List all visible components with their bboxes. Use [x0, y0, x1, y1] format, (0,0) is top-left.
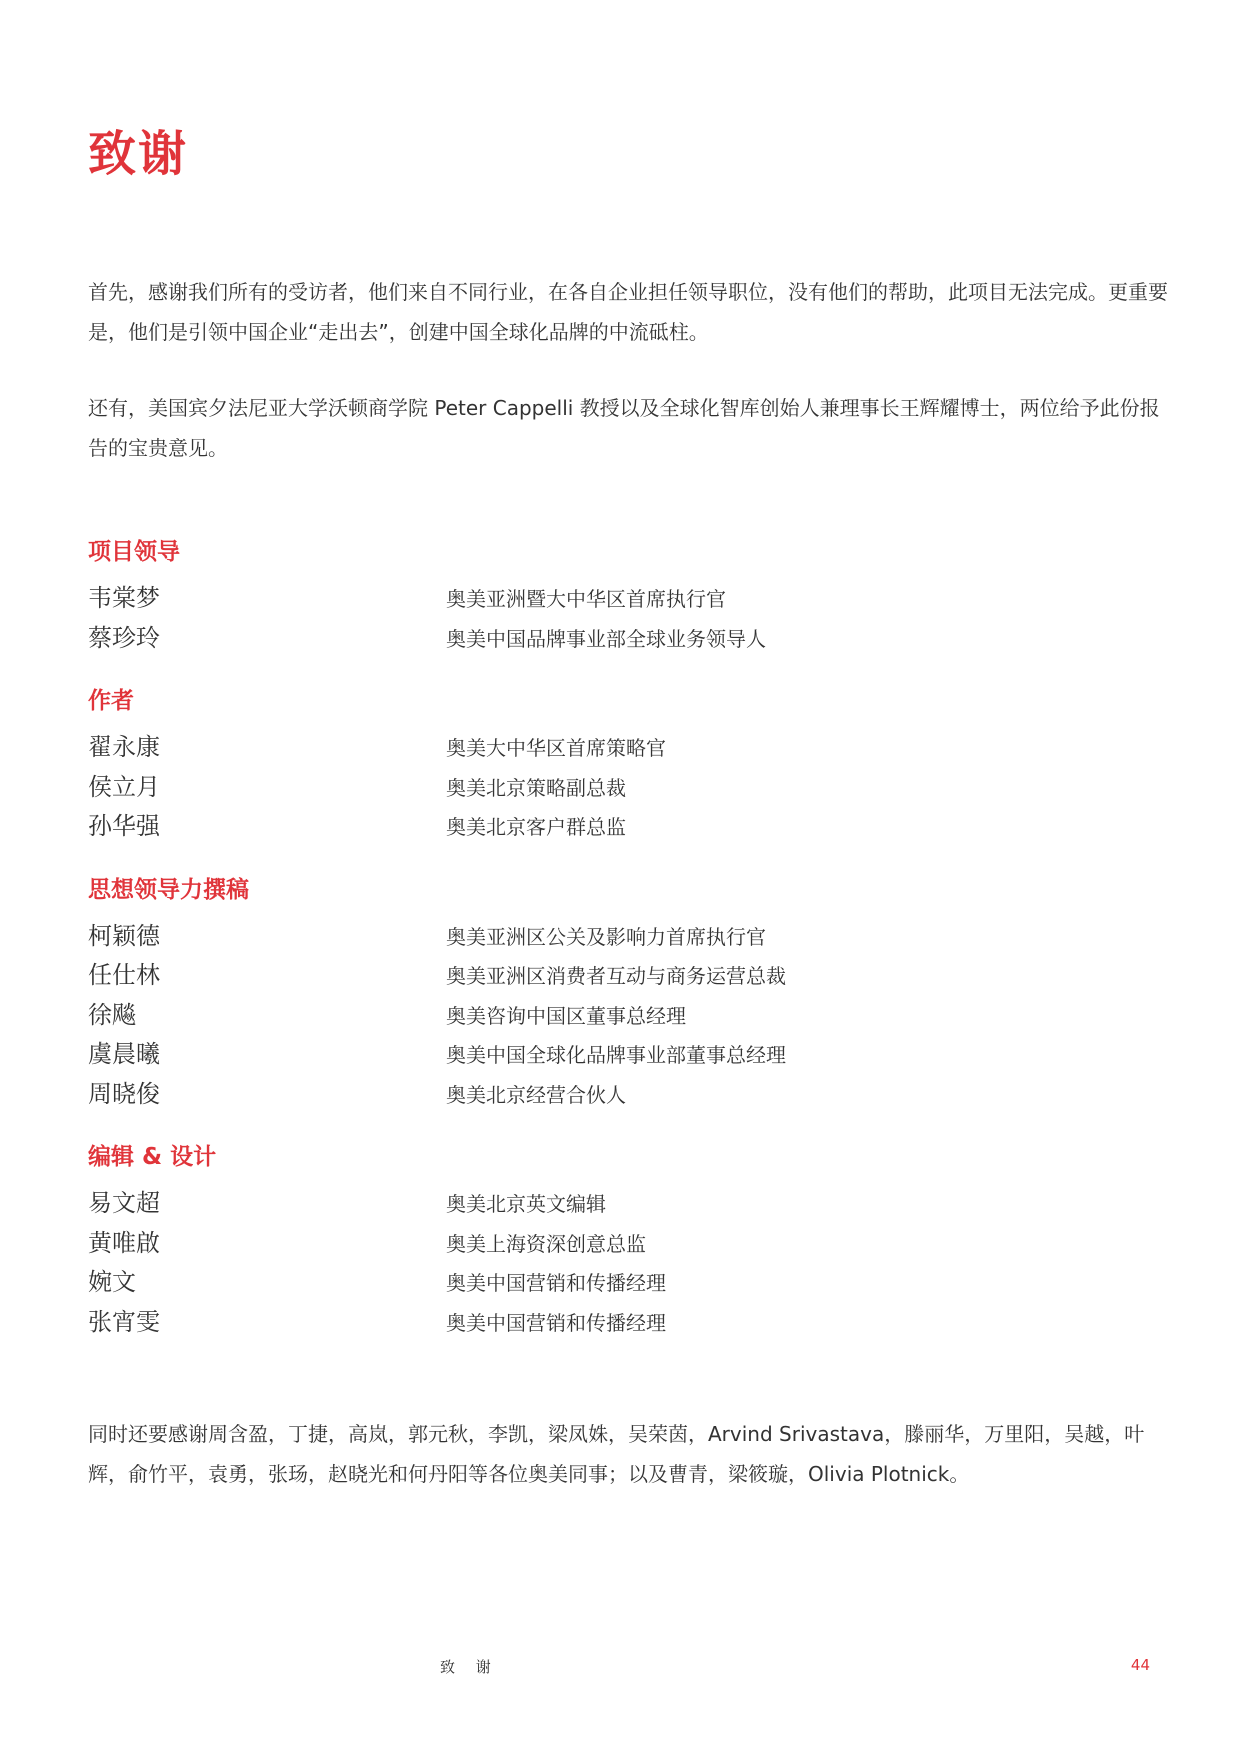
person-title: 奥美中国品牌事业部全球业务领导人 [446, 626, 766, 651]
person-name: 徐飚 [88, 1000, 136, 1029]
person-title: 奥美大中华区首席策略官 [446, 736, 666, 760]
person-row [88, 1224, 1168, 1264]
person-title: 奥美亚洲区消费者互动与商务运营总裁 [446, 964, 786, 988]
person-name: 孙华强 [88, 812, 160, 840]
person-name: 柯颖德 [88, 921, 160, 950]
person-row [88, 807, 1168, 847]
intro-paragraph-1: 首先，感谢我们所有的受访者，他们来自不同行业，在各自企业担任领导职位，没有他们的帮助，此项目无法完成。更重要是，他们是引领中国企业“走出去”，创建中国全球化品牌的中流砥柱。 [88, 280, 1168, 344]
person-name: 韦棠梦 [88, 584, 160, 612]
person-row [88, 917, 1168, 957]
person-title: 奥美北京客户群总监 [446, 815, 626, 839]
person-name: 蔡珍玲 [88, 623, 160, 652]
person-name: 翟永康 [88, 733, 160, 761]
person-row [88, 1035, 1168, 1075]
person-row [88, 956, 1168, 996]
person-title: 奥美咨询中国区董事总经理 [446, 1003, 686, 1028]
person-row [88, 1075, 1168, 1115]
person-name: 虞晨曦 [88, 1040, 160, 1068]
person-row [88, 1263, 1168, 1303]
section-thought-leadership [88, 873, 1168, 1115]
section-heading: 作者 [88, 688, 134, 714]
person-title: 奥美亚洲暨大中华区首席执行官 [446, 587, 726, 611]
person-row [88, 579, 1168, 619]
person-row [88, 1184, 1168, 1224]
person-title: 奥美中国营销和传播经理 [446, 1271, 666, 1295]
person-name: 黄唯啟 [88, 1228, 160, 1257]
person-title: 奥美上海资深创意总监 [446, 1231, 646, 1256]
page-number: 44 [1130, 1656, 1150, 1674]
thanks-paragraph: 同时还要感谢周含盈，丁捷，高岚，郭元秋，李凯，梁凤姝，吴荣茵，Arvind Srivastava，滕丽华，万里阳，吴越，叶辉，俞竹平，袁勇，张玚，赵晓光和何丹阳等各位奥美同事；以及曹青，梁筱璇，Olivia Plotnick。 [88, 1422, 1145, 1486]
intro-paragraph-2: 还有，美国宾夕法尼亚大学沃顿商学院 Peter Cappelli 教授以及全球化智库创始人兼理事长王辉耀博士，两位给予此份报告的宝贵意见。 [88, 396, 1160, 460]
person-name: 张宵雯 [88, 1307, 160, 1336]
person-title: 奥美中国营销和传播经理 [446, 1310, 666, 1335]
person-title: 奥美北京策略副总裁 [446, 775, 626, 800]
person-row [88, 1303, 1168, 1343]
section-authors [88, 684, 1168, 847]
person-title: 奥美北京经营合伙人 [446, 1082, 626, 1107]
person-title: 奥美亚洲区公关及影响力首席执行官 [446, 924, 766, 949]
person-name: 婉文 [88, 1268, 136, 1296]
section-project-leaders [88, 535, 1168, 658]
person-name: 周晓俊 [88, 1079, 160, 1108]
section-editing-design [88, 1140, 1168, 1342]
section-heading: 项目领导 [88, 539, 180, 565]
person-name: 任仕林 [88, 961, 160, 989]
person-title: 奥美中国全球化品牌事业部董事总经理 [446, 1043, 786, 1067]
person-name: 侯立月 [88, 772, 160, 801]
person-title: 奥美北京英文编辑 [446, 1192, 606, 1216]
person-row [88, 619, 1168, 659]
credits-list [88, 535, 1168, 1342]
person-row [88, 996, 1168, 1036]
person-name: 易文超 [88, 1189, 160, 1217]
person-row [88, 728, 1168, 768]
section-heading: 编辑 & 设计 [88, 1144, 217, 1170]
section-heading: 思想领导力撰稿 [88, 876, 249, 903]
person-row [88, 768, 1168, 808]
page-title: 致谢 [88, 126, 189, 182]
footer-section-label: 致 谢 [440, 1658, 499, 1676]
